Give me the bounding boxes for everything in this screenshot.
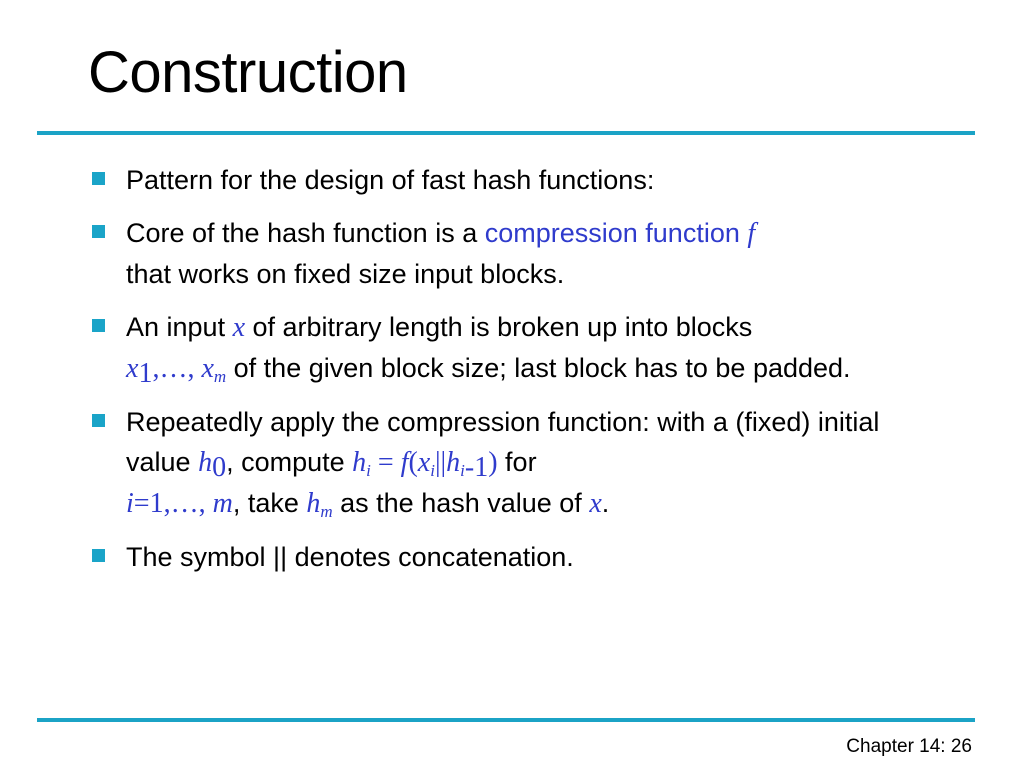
square-bullet-icon (92, 225, 105, 238)
bullet-text: The symbol || denotes concatenation. (126, 542, 574, 572)
math-paren-close: ) (488, 447, 498, 478)
square-bullet-icon (92, 319, 105, 332)
title-divider (37, 131, 975, 135)
math-paren-open: ( (408, 447, 418, 478)
bullet-text: Core of the hash function is a (126, 218, 485, 248)
bullet-text: of arbitrary length is broken up into blocks (245, 312, 753, 342)
bullet-text: Pattern for the design of fast hash functions: (126, 165, 655, 195)
bullet-text: that works on fixed size input blocks. (126, 259, 565, 289)
bullet-text: , take (232, 488, 307, 518)
math-h0: $h_0$ (198, 447, 227, 483)
bullet-text: An input (126, 312, 233, 342)
bullet-item (90, 213, 950, 294)
bullet-item (90, 307, 950, 389)
bullet-text: , compute (226, 447, 353, 477)
math-range-m: m (212, 488, 233, 519)
slide-number: Chapter 14: 26 (846, 736, 972, 757)
bullet-item (90, 402, 950, 524)
math-range: =1,…, (133, 488, 213, 519)
bullet-item (90, 537, 950, 577)
bullet-list (90, 160, 950, 590)
math-him1: $h_{i-1}$ (446, 447, 489, 483)
term-compression-function: compression function (484, 218, 740, 248)
math-f: f (400, 447, 409, 478)
square-bullet-icon (92, 414, 105, 427)
bullet-text: for (497, 447, 537, 477)
square-bullet-icon (92, 549, 105, 562)
bullet-item (90, 160, 950, 200)
slide-title: Construction (88, 40, 408, 105)
math-range-i: i (126, 488, 134, 519)
bullet-text: Repeatedly apply the compression function: with a (fixed) initial value (126, 407, 880, 477)
math-concat: || (434, 447, 447, 478)
math-xi: $x_i$ (417, 447, 435, 480)
math-hm: $h_m$ (306, 488, 333, 521)
bullet-text: of the given block size; last block has to be padded. (226, 353, 851, 383)
math-hi: $h_i$ (352, 447, 371, 480)
math-xm: $x_m$ (201, 353, 227, 386)
math-equals: = (370, 447, 401, 478)
math-x: x (232, 312, 246, 343)
bullet-text: as the hash value of (332, 488, 590, 518)
math-ellipsis: ,…, (152, 353, 202, 384)
math-f: f (747, 218, 756, 249)
footer-divider (37, 718, 975, 722)
math-x: x (589, 488, 602, 519)
bullet-text: . (601, 488, 610, 518)
square-bullet-icon (92, 172, 105, 185)
math-x1: $x_1$ (126, 353, 153, 389)
